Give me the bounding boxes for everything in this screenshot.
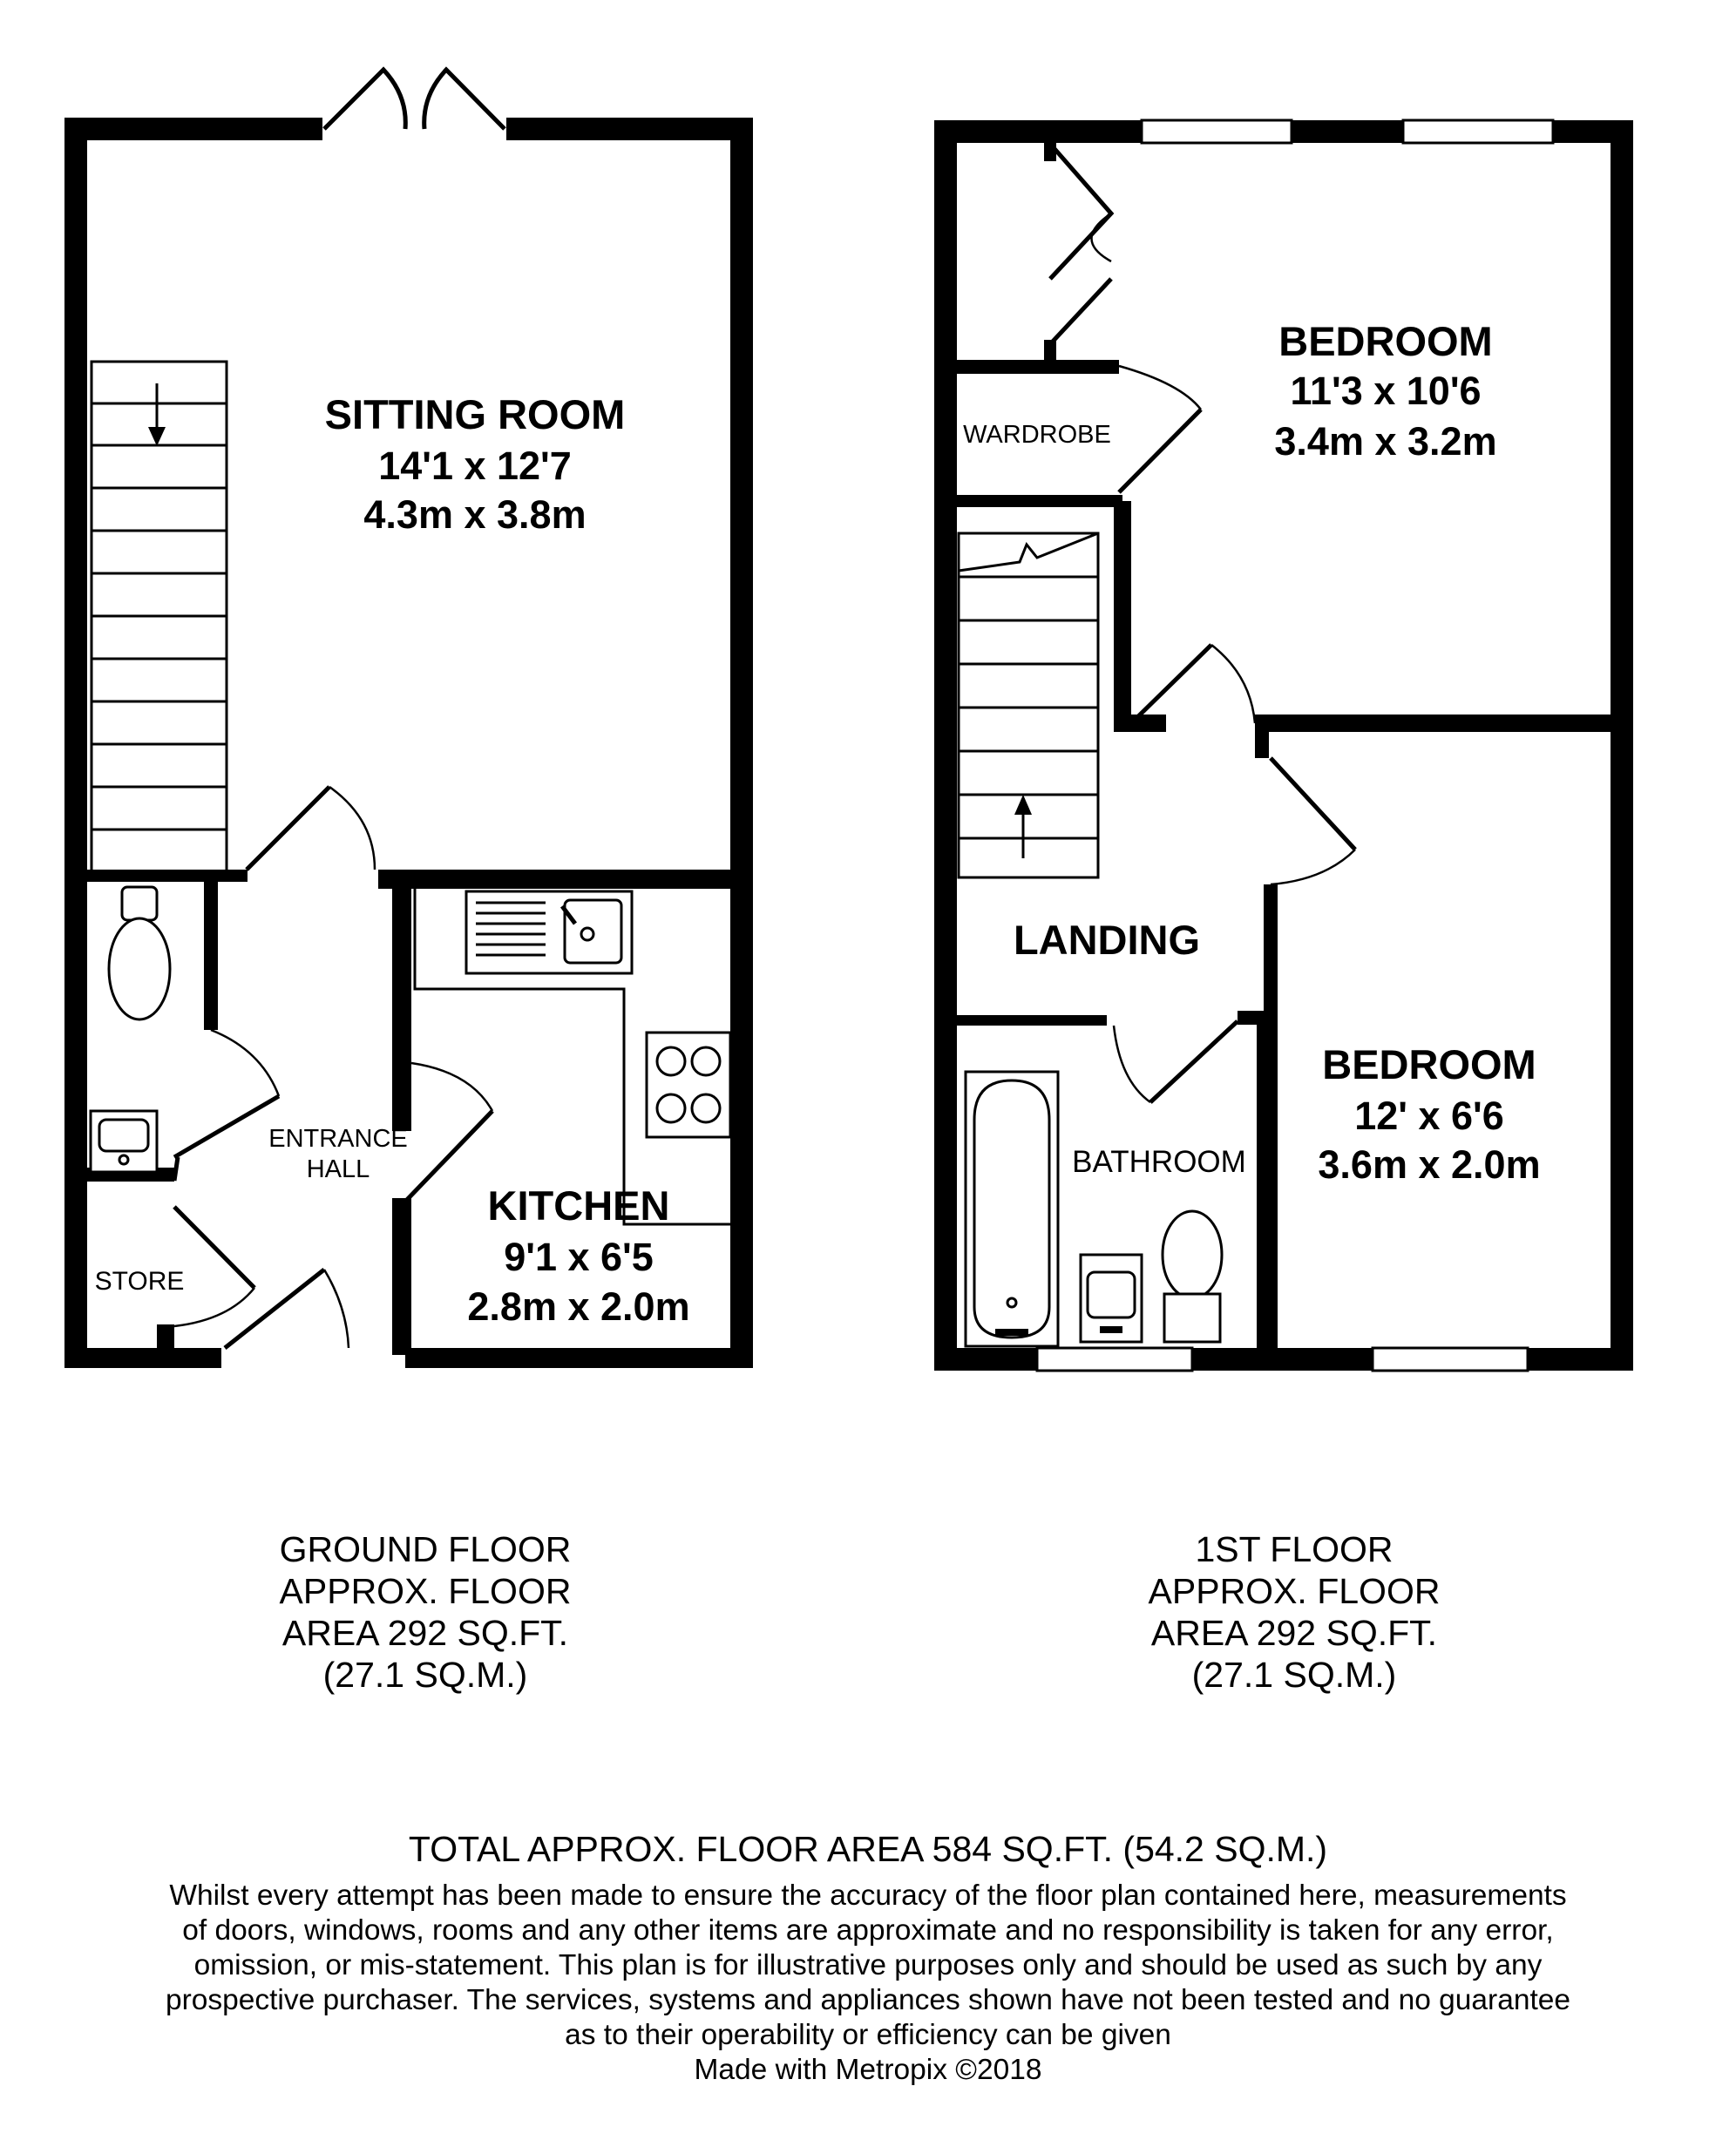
bedroom-1-dim-imperial: 11'3 x 10'6	[1290, 369, 1482, 413]
ff-wall-right	[1611, 120, 1633, 1371]
gf-wall-bottom-left	[64, 1348, 221, 1368]
ff-wall-left	[934, 120, 957, 1371]
kitchen-sink	[466, 891, 632, 973]
ff-area-line-1: 1ST FLOOR	[1195, 1529, 1394, 1569]
wall-bathroom-top	[957, 1015, 1107, 1026]
wall-store-diagonal	[174, 1157, 178, 1181]
wall-wc-right	[204, 882, 218, 1030]
wall-bedrooms-divider	[1255, 715, 1611, 732]
wall-store-stub	[157, 1324, 174, 1351]
kitchen-name: KITCHEN	[487, 1182, 670, 1229]
wall-stair-right	[1114, 501, 1131, 728]
gf-area-line-4: (27.1 SQ.M.)	[322, 1655, 528, 1695]
landing-name: LANDING	[1013, 917, 1201, 963]
metropix-credit: Made with Metropix ©2018	[694, 2054, 1042, 2086]
sitting-room-name: SITTING ROOM	[324, 391, 626, 437]
wall-wardrobe-bottom	[957, 495, 1122, 507]
bathroom-name: BATHROOM	[1072, 1145, 1246, 1179]
disclaimer-line-4: prospective purchaser. The services, systems and appliances shown have not been tested and no guarantee	[165, 1984, 1571, 2016]
ff-area-line-2: APPROX. FLOOR	[1148, 1571, 1441, 1611]
bedroom-2-dim-metric: 3.6m x 2.0m	[1318, 1142, 1541, 1187]
wardrobe-doors-top	[1050, 144, 1111, 344]
wc-toilet	[109, 887, 170, 1019]
door-bedroom-1	[1131, 645, 1211, 723]
sitting-room-dim-imperial: 14'1 x 12'7	[378, 444, 572, 488]
first-floor-stairs	[959, 533, 1098, 877]
wardrobe-name: WARDROBE	[963, 421, 1111, 449]
bedroom-2-name: BEDROOM	[1322, 1041, 1536, 1087]
door-store	[174, 1207, 254, 1288]
door-entrance	[225, 1270, 324, 1348]
bedroom-1-dim-metric: 3.4m x 3.2m	[1274, 419, 1497, 464]
door-wc	[174, 1096, 279, 1157]
window-bathroom	[1037, 1348, 1192, 1371]
disclaimer-line-5: as to their operability or efficiency can be given	[565, 2019, 1171, 2051]
wall-kitchen-hall-lower	[392, 1198, 411, 1355]
window-bedroom-2	[1373, 1348, 1528, 1371]
door-bedroom-2	[1271, 758, 1355, 850]
ff-area-line-4: (27.1 SQ.M.)	[1191, 1655, 1397, 1695]
total-floor-area: TOTAL APPROX. FLOOR AREA 584 SQ.FT. (54.2 SQ.M.)	[408, 1829, 1328, 1869]
kitchen-dim-metric: 2.8m x 2.0m	[467, 1284, 690, 1329]
wall-wardrobe-top	[957, 360, 1119, 374]
french-doors	[324, 70, 505, 129]
window-bedroom-1a	[1142, 120, 1292, 143]
bath	[966, 1072, 1058, 1346]
wall-sitting-kitchen	[378, 870, 730, 889]
ground-stairs	[92, 362, 227, 871]
gf-area-line-3: AREA 292 SQ.FT.	[281, 1613, 569, 1653]
disclaimer-line-2: of doors, windows, rooms and any other items are approximate and no responsibility is taken for any error,	[182, 1914, 1554, 1947]
gf-wall-right	[730, 118, 753, 1368]
wardrobe-door	[1119, 410, 1201, 492]
ground-floor-plan	[64, 70, 753, 1368]
room-labels	[95, 318, 1541, 1329]
door-kitchen	[403, 1111, 492, 1204]
entrance-hall-label-2: HALL	[306, 1155, 370, 1183]
entrance-hall-label-1: ENTRANCE	[268, 1125, 408, 1153]
first-floor-area	[1149, 1529, 1441, 1695]
wall-bedroom-2-left-upper	[1255, 732, 1269, 758]
bedroom-1-name: BEDROOM	[1278, 318, 1493, 364]
window-bedroom-1b	[1403, 120, 1553, 143]
wall-bathroom-stub	[1238, 1011, 1264, 1025]
gf-wall-left	[64, 118, 87, 1368]
door-bathroom	[1150, 1021, 1238, 1102]
gf-area-line-2: APPROX. FLOOR	[279, 1571, 572, 1611]
kitchen-hob	[647, 1033, 730, 1137]
store-label: STORE	[94, 1267, 185, 1296]
door-sitting-room	[247, 787, 329, 870]
disclaimer-line-3: omission, or mis-statement. This plan is for illustrative purposes only and should be used as such by any	[193, 1949, 1543, 1981]
ground-floor-area	[280, 1529, 572, 1695]
wc-basin	[91, 1111, 157, 1172]
gf-area-line-1: GROUND FLOOR	[279, 1529, 572, 1569]
bathroom-basin	[1081, 1255, 1142, 1342]
wall-kitchen-hall	[392, 870, 411, 1131]
sitting-room-dim-metric: 4.3m x 3.8m	[363, 492, 587, 537]
gf-wall-top-right	[506, 118, 753, 140]
bathroom-toilet	[1163, 1211, 1222, 1342]
kitchen-dim-imperial: 9'1 x 6'5	[504, 1235, 654, 1279]
wall-bathroom-right	[1257, 1011, 1271, 1359]
bedroom-2-dim-imperial: 12' x 6'6	[1354, 1094, 1504, 1138]
gf-wall-bottom-right	[405, 1348, 753, 1368]
footer	[166, 1829, 1570, 2086]
ff-area-line-3: AREA 292 SQ.FT.	[1150, 1613, 1438, 1653]
disclaimer-line-1: Whilst every attempt has been made to ensure the accuracy of the floor plan contained here, measurements	[169, 1879, 1567, 1912]
gf-wall-top-left	[64, 118, 322, 140]
